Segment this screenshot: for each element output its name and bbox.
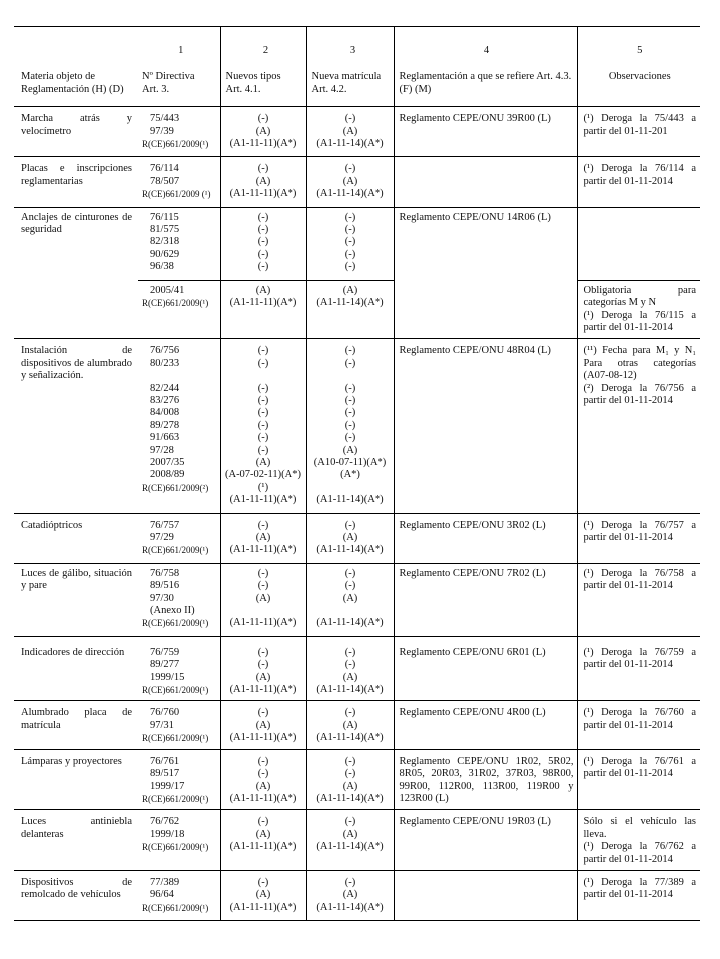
table-row — [14, 810, 700, 871]
materia-cell — [14, 749, 138, 810]
header-directiva-cell — [138, 27, 220, 107]
nuevos-tipos-cell: (-) (-) (-) (-) (-) (-) (-) (-) (A) (A-07-02-11)(A*) (¹) (A1-11-11)(A*) — [220, 339, 306, 513]
directiva-number: 89/278 — [150, 419, 180, 431]
directiva-number: 75/443 — [150, 113, 180, 125]
nuevos-tipos-cell: (-) (-) (A) (A1-11-11)(A*) — [220, 749, 306, 810]
table-row — [14, 870, 700, 920]
directiva-number: 76/115 — [150, 211, 179, 223]
observaciones-cell: Sólo si el vehículo las lleva. (¹) Deroga la 76/762 a partir del 01-11-2014 — [577, 810, 700, 871]
table-row — [14, 107, 700, 157]
directiva-number: 82/244 — [150, 382, 180, 394]
directiva-number: 97/30 — [150, 592, 174, 604]
reglamentacion-cell: Reglamento CEPE/ONU 7R02 (L) — [394, 563, 577, 636]
nuevos-tipos-cell: (-) (-) (A) (A1-11-11)(A*) — [220, 563, 306, 636]
header-reglamentacion: Reglamentación a que se refiere Art. 4.3. (F) (M) — [399, 71, 572, 95]
directiva-number: 76/114 — [150, 163, 179, 175]
directiva-number: 96/38 — [150, 261, 174, 273]
regulation-reference: R(CE)661/2009(¹) — [142, 298, 209, 309]
table-row — [14, 701, 700, 749]
reglamentacion-cell: Reglamento CEPE/ONU 6R01 (L) — [394, 636, 577, 701]
directiva-number: 81/575 — [150, 224, 180, 236]
table-row — [14, 563, 700, 636]
reglamentacion-cell: Reglamento CEPE/ONU 39R00 (L) — [394, 107, 577, 157]
reglamentacion-cell — [394, 280, 577, 339]
directiva-number: 97/28 — [150, 444, 174, 456]
nueva-matricula-cell: (-) (A) (A1-11-14)(A*) — [306, 810, 394, 871]
nuevos-tipos-cell: (-) (A) (A1-11-11)(A*) — [220, 107, 306, 157]
directiva-number: 76/758 — [150, 567, 180, 579]
materia-text: Luces antiniebla delanteras — [21, 816, 132, 840]
table-row — [14, 636, 700, 701]
header-materia-cell — [14, 27, 138, 107]
header-observaciones: Observaciones — [608, 71, 671, 83]
directiva-number: 76/761 — [150, 755, 180, 767]
regulation-reference: R(CE)661/2009(¹) — [142, 793, 209, 804]
table-row — [14, 513, 700, 563]
directiva-number: 90/629 — [150, 248, 180, 260]
directiva-cell — [138, 207, 220, 280]
nueva-matricula-cell: (-) (-) (A) (A1-11-14)(A*) — [306, 749, 394, 810]
reglamentacion-cell — [394, 870, 577, 920]
header-num-4: 4 — [483, 45, 490, 56]
nueva-matricula-cell: (-) (-) (A) (A1-11-14)(A*) — [306, 563, 394, 636]
materia-cell — [14, 339, 138, 513]
table-row — [14, 749, 700, 810]
observaciones-cell: (¹) Deroga la 76/759 a partir del 01-11-2014 — [577, 636, 700, 701]
directiva-cell — [138, 701, 220, 749]
regulation-reference: R(CE)661/2009(¹) — [142, 139, 209, 150]
directiva-number: 76/757 — [150, 519, 180, 531]
materia-text: Placas e inscripciones reglamentarias — [21, 163, 132, 187]
materia-text: Luces de gálibo, situación y pare — [21, 567, 132, 592]
directiva-number: 89/516 — [150, 580, 180, 592]
directiva-number: (Anexo II) — [150, 605, 195, 617]
materia-cell — [14, 563, 138, 636]
materia-cell — [14, 870, 138, 920]
nueva-matricula-cell: (A) (A1-11-14)(A*) — [306, 280, 394, 339]
table-row — [14, 339, 700, 513]
directiva-number: 1999/17 — [150, 780, 185, 792]
directiva-cell — [138, 513, 220, 563]
materia-cell — [14, 207, 138, 280]
observaciones-cell: Obligatoria para categorías M y N (¹) Deroga la 76/115 a partir del 01-11-2014 — [577, 280, 700, 339]
header-matricula-cell — [306, 27, 394, 107]
materia-text: Alumbrado placa de matrícula — [21, 707, 132, 731]
directiva-number: 76/759 — [150, 646, 180, 658]
materia-cell — [14, 157, 138, 207]
reglamentacion-cell: Reglamento CEPE/ONU 48R04 (L) — [394, 339, 577, 513]
directiva-number: 97/39 — [150, 125, 174, 137]
directiva-number: 2005/41 — [150, 284, 185, 296]
directiva-number: 2007/35 — [150, 456, 185, 468]
observaciones-cell: (¹) Deroga la 77/389 a partir del 01-11-2014 — [577, 870, 700, 920]
reglamentacion-cell: Reglamento CEPE/ONU 19R03 (L) — [394, 810, 577, 871]
directiva-cell — [138, 563, 220, 636]
reglamentacion-cell: Reglamento CEPE/ONU 1R02, 5R02, 8R05, 20R03, 31R02, 37R03, 98R00, 99R00, 112R00, 113R00, 119R00 y 123R00 (L) — [394, 749, 577, 810]
materia-text: Instalación de dispositivos de alumbrado y señalización. — [21, 345, 132, 382]
directiva-number: 91/663 — [150, 432, 180, 444]
regulation-reference: R(CE)661/2009(¹) — [142, 902, 209, 913]
header-num-1: 1 — [178, 45, 184, 56]
materia-cell — [14, 513, 138, 563]
directiva-number: 80/233 — [150, 357, 180, 369]
nuevos-tipos-cell: (-) (A) (A1-11-11)(A*) — [220, 157, 306, 207]
header-observaciones-cell — [577, 27, 700, 107]
nuevos-tipos-cell: (A) (A1-11-11)(A*) — [220, 280, 306, 339]
regulation-reference: R(CE)661/2009(¹) — [142, 733, 209, 744]
directiva-cell — [138, 157, 220, 207]
regulation-reference: R(CE)661/2009(²) — [142, 482, 209, 493]
materia-text: Lámparas y proyectores — [21, 755, 122, 767]
nuevos-tipos-cell: (-) (A) (A1-11-11)(A*) — [220, 810, 306, 871]
directiva-cell — [138, 636, 220, 701]
header-row — [14, 27, 700, 107]
observaciones-cell: (¹) Deroga la 76/760 a partir del 01-11-2014 — [577, 701, 700, 749]
materia-text: Dispositivos de remolcado de vehículos — [21, 876, 132, 901]
regulation-table — [14, 26, 700, 921]
regulation-reference: R(CE)661/2009(¹) — [142, 545, 209, 556]
materia-text: Anclajes de cinturones de seguridad — [21, 211, 132, 236]
table-row — [14, 280, 700, 339]
reglamentacion-cell: Reglamento CEPE/ONU 4R00 (L) — [394, 701, 577, 749]
directiva-number: 96/64 — [150, 889, 174, 901]
regulation-reference: R(CE)661/2009(¹) — [142, 618, 209, 629]
directiva-number: 84/008 — [150, 407, 180, 419]
directiva-number: 76/756 — [150, 345, 180, 357]
materia-cell — [14, 810, 138, 871]
nueva-matricula-cell: (-) (-) (-) (-) (-) (-) (-) (A) (A10-07-11)(A*) (A*) (A1-11-14)(A*) — [306, 339, 394, 513]
directiva-number: 89/517 — [150, 768, 180, 780]
observaciones-cell: (¹¹) Fecha para M₁ y N₁ Para otras categorías (A07-08-12) (²) Deroga la 76/756 a partir del 01-11-2014 — [577, 339, 700, 513]
nueva-matricula-cell: (-) (A) (A1-11-14)(A*) — [306, 157, 394, 207]
nuevos-tipos-cell: (-) (A) (A1-11-11)(A*) — [220, 870, 306, 920]
header-num-5: 5 — [637, 45, 643, 56]
reglamentacion-cell: Reglamento CEPE/ONU 14R06 (L) — [394, 207, 577, 280]
directiva-cell — [138, 749, 220, 810]
header-materia: Materia objeto de Reglamentación (H) (D) — [21, 71, 124, 95]
directiva-cell — [138, 107, 220, 157]
observaciones-cell: (¹) Deroga la 76/761 a partir del 01-11-2014 — [577, 749, 700, 810]
materia-text: Indicadores de dirección — [21, 646, 125, 658]
nueva-matricula-cell: (-) (A) (A1-11-14)(A*) — [306, 513, 394, 563]
nueva-matricula-cell: (-) (-) (-) (-) (-) — [306, 207, 394, 280]
header-num-2: 2 — [262, 45, 269, 56]
table-row — [14, 157, 700, 207]
directiva-number: 1999/18 — [150, 828, 185, 840]
directiva-number: 97/29 — [150, 532, 174, 543]
materia-cell — [14, 107, 138, 157]
reglamentacion-cell: Reglamento CEPE/ONU 3R02 (L) — [394, 513, 577, 563]
nuevos-tipos-cell: (-) (A) (A1-11-11)(A*) — [220, 701, 306, 749]
nuevos-tipos-cell: (-) (-) (A) (A1-11-11)(A*) — [220, 636, 306, 701]
materia-cell — [14, 701, 138, 749]
nueva-matricula-cell: (-) (A) (A1-11-14)(A*) — [306, 870, 394, 920]
nueva-matricula-cell: (-) (A) (A1-11-14)(A*) — [306, 701, 394, 749]
observaciones-cell: (¹) Deroga la 75/443 a partir del 01-11-201 — [577, 107, 700, 157]
observaciones-cell: (¹) Deroga la 76/114 a partir del 01-11-2014 — [577, 157, 700, 207]
directiva-number: 89/277 — [150, 659, 180, 671]
nueva-matricula-cell: (-) (A) (A1-11-14)(A*) — [306, 107, 394, 157]
header-num-3: 3 — [349, 45, 356, 56]
regulation-reference: R(CE)661/2009(¹) — [142, 685, 209, 696]
nuevos-tipos-cell: (-) (-) (-) (-) (-) — [220, 207, 306, 280]
directiva-number: 1999/15 — [150, 671, 185, 683]
directiva-number: 78/507 — [150, 175, 180, 187]
materia-cell — [14, 280, 138, 339]
directiva-number: 82/318 — [150, 236, 180, 248]
directiva-cell — [138, 810, 220, 871]
header-nuevos-cell — [220, 27, 306, 107]
header-nuevos: Nuevos tipos Art. 4.1. — [225, 71, 281, 95]
directiva-cell — [138, 280, 220, 339]
reglamentacion-cell — [394, 157, 577, 207]
directiva-number: 76/760 — [150, 707, 180, 719]
directiva-number: 76/762 — [150, 816, 180, 828]
directiva-number: 77/389 — [150, 876, 180, 888]
directiva-number: 83/276 — [150, 394, 180, 406]
materia-cell — [14, 636, 138, 701]
directiva-number: 97/31 — [150, 719, 174, 731]
directiva-cell — [138, 870, 220, 920]
regulation-table-page — [14, 26, 700, 921]
regulation-reference: R(CE)661/2009(¹) — [142, 842, 209, 853]
directiva-number — [142, 370, 220, 382]
table-row — [14, 207, 700, 280]
header-matricula: Nueva matrícula Art. 4.2. — [311, 71, 382, 95]
observaciones-cell — [577, 207, 700, 280]
directiva-number: 2008/89 — [150, 469, 185, 481]
directiva-cell — [138, 339, 220, 513]
header-directiva: Nº Directiva Art. 3. — [142, 71, 195, 95]
header-reglamentacion-cell — [394, 27, 577, 107]
regulation-reference: R(CE)661/2009 (¹) — [142, 189, 211, 200]
nuevos-tipos-cell: (-) (A) (A1-11-11)(A*) — [220, 513, 306, 563]
materia-text: Catadióptricos — [21, 519, 83, 531]
materia-text: Marcha atrás y velocímetro — [21, 113, 132, 137]
observaciones-cell: (¹) Deroga la 76/758 a partir del 01-11-2014 — [577, 563, 700, 636]
observaciones-cell: (¹) Deroga la 76/757 a partir del 01-11-2014 — [577, 513, 700, 563]
nueva-matricula-cell: (-) (-) (A) (A1-11-14)(A*) — [306, 636, 394, 701]
